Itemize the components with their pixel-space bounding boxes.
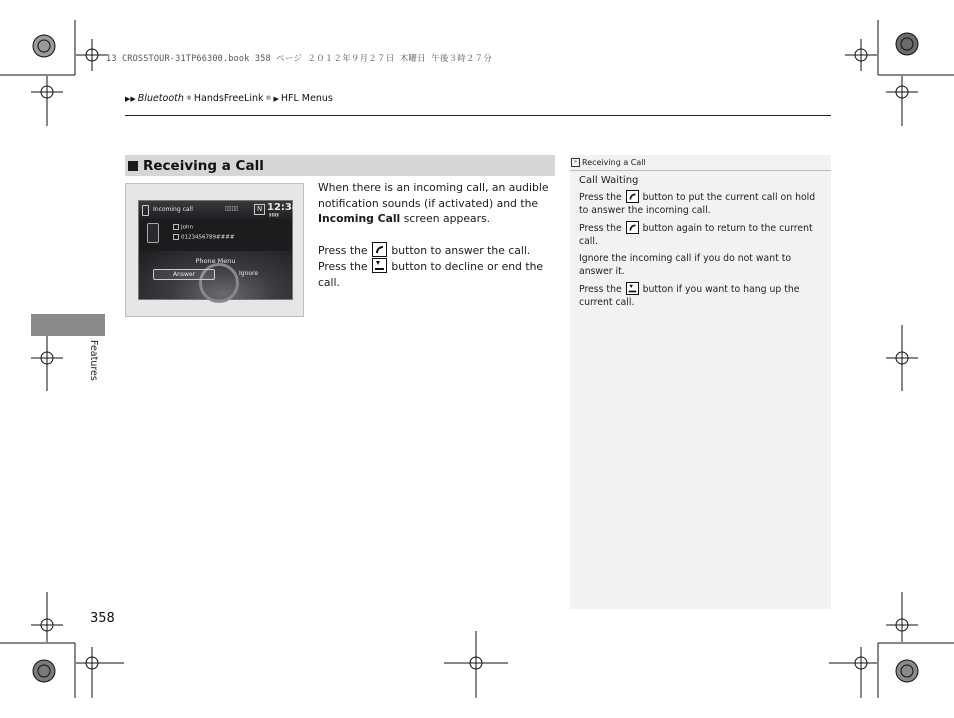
section-square-icon xyxy=(128,161,138,171)
note-line-4-end: button if you want to hang up the current call. xyxy=(579,283,800,308)
breadcrumb-arrow-icon: ▶ xyxy=(273,94,279,103)
hang-up-button-icon xyxy=(626,282,639,295)
note-heading xyxy=(570,155,831,171)
note-line-2-end: button again to return to the current call. xyxy=(579,222,813,247)
side-tab xyxy=(31,314,105,336)
answer-option: Answer xyxy=(153,269,215,280)
breadcrumb-hfl-menus: HFL Menus xyxy=(280,93,333,104)
decline-text-end: button to decline or end the call. xyxy=(318,260,544,289)
number-icon xyxy=(173,234,179,240)
note-line-4-text: Press the xyxy=(579,283,625,295)
header-divider xyxy=(125,115,831,116)
body-text xyxy=(318,180,558,290)
note-line-3: Ignore the incoming call if you do not want to answer it. xyxy=(579,252,792,277)
note-line-1-text: Press the xyxy=(579,191,625,203)
note-line-1 xyxy=(579,190,825,218)
note-line-1-end: button to put the current call on hold to answer the incoming call. xyxy=(579,191,816,216)
note-heading-text: Receiving a Call xyxy=(582,158,646,167)
pick-up-button-icon xyxy=(372,242,387,257)
note-line-2 xyxy=(579,221,825,249)
ignore-option: Ignore xyxy=(239,270,259,277)
incoming-call-screen xyxy=(138,200,299,300)
intro-text: When there is an incoming call, an audible notification sounds (if activated) and the xyxy=(318,181,549,210)
answer-instruction xyxy=(318,242,558,259)
breadcrumb-bluetooth: Bluetooth xyxy=(137,93,184,104)
phone-menu-title: Phone Menu xyxy=(195,257,236,265)
note-body xyxy=(579,174,825,313)
breadcrumb-registered-mark-2: ® xyxy=(265,95,272,102)
status-indicators: ▯▯▯▯ xyxy=(225,205,239,212)
sidebar-note xyxy=(570,155,831,609)
breadcrumb-arrow-icon: ▶▶ xyxy=(125,94,136,103)
section-heading xyxy=(125,155,555,176)
intro-paragraph xyxy=(318,180,558,227)
answer-text: Press the xyxy=(318,243,371,257)
breadcrumb-registered-mark: ® xyxy=(185,95,192,102)
note-subheading: Call Waiting xyxy=(579,175,639,186)
handset-icon xyxy=(147,223,159,243)
note-line-4 xyxy=(579,282,825,310)
section-title: Receiving a Call xyxy=(143,157,264,174)
mode-indicator: N xyxy=(254,204,265,215)
caller-number xyxy=(173,234,234,241)
caller-number-text: 0123456789#### xyxy=(181,234,235,241)
print-header: 13 CROSSTOUR-31TP66300.book 358 ページ ２０１２年９月２７日 木曜日 午後３時２７分 xyxy=(106,54,493,64)
decline-instruction xyxy=(318,258,558,290)
pick-up-button-icon xyxy=(626,190,639,203)
reference-icon: » xyxy=(571,158,580,167)
breadcrumb-handsfreelink: HandsFreeLink xyxy=(193,93,264,104)
caller-name xyxy=(173,224,193,231)
intro-text-end: screen appears. xyxy=(400,212,491,225)
decline-text: Press the xyxy=(318,260,371,273)
signal-icon: ▮▮▮▮ xyxy=(269,213,279,218)
screen-title: Incoming call xyxy=(153,206,193,213)
phone-icon xyxy=(142,205,149,216)
screen-illustration xyxy=(125,183,304,317)
hang-up-button-icon xyxy=(372,258,387,273)
answer-text-end: button to answer the call. xyxy=(388,243,531,257)
side-tab-label: Features xyxy=(88,340,99,381)
screen-clock: 12:34 xyxy=(267,202,299,213)
contact-icon xyxy=(173,224,179,230)
page-number: 358 xyxy=(90,611,115,626)
intro-bold: Incoming Call xyxy=(318,212,401,225)
note-line-2-text: Press the xyxy=(579,222,625,234)
breadcrumb xyxy=(125,93,333,104)
caller-name-text: John xyxy=(181,224,193,231)
pick-up-button-icon xyxy=(626,221,639,234)
